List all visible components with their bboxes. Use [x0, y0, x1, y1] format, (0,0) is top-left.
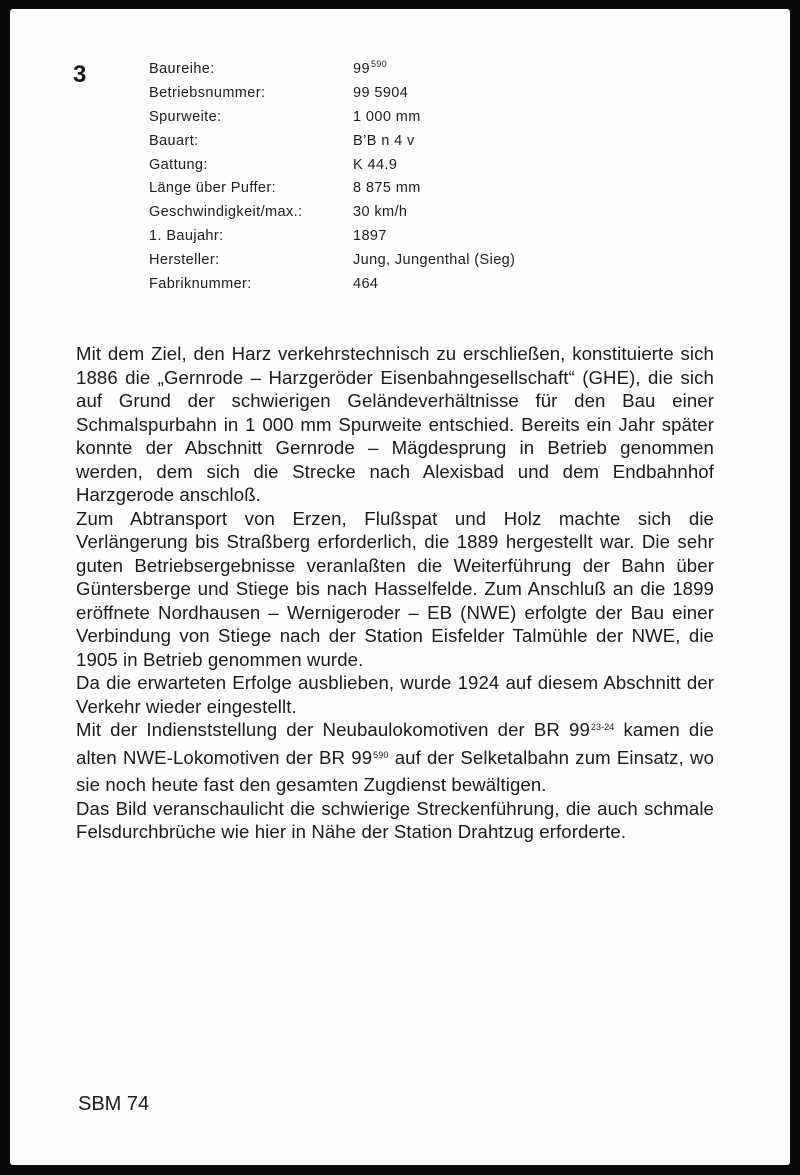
spec-row: [149, 248, 515, 272]
paragraph-text: kamen die alten NWE-Lokomotiven der BR 99: [76, 719, 714, 768]
spec-label: Hersteller:: [149, 252, 220, 269]
superscript-text: 590: [373, 749, 389, 760]
spec-value-text: K 44.9: [353, 156, 398, 173]
paragraph-text: Das Bild veranschaulicht die schwierige Streckenführung, die auch schmale Felsdurchbrüche wie hier in Nähe der Station Drahtzug erforderte.: [76, 797, 714, 842]
spec-value-text: 8 875 mm: [353, 180, 421, 197]
spec-value: [353, 81, 515, 105]
spec-label: Länge über Puffer:: [149, 180, 277, 197]
spec-value: [353, 176, 515, 200]
spec-label: Baureihe:: [149, 60, 215, 77]
paragraph-text: Zum Abtransport von Erzen, Flußspat und Holz machte sich die Verlängerung bis Straßberg erforderlich, die 1889 hergestellt war. Die sehr guten Betriebsergebnisse veranlaßten die Weiterführung der Bahn über Güntersberge und Stiege bis nach Hasselfelde. Zum Anschluß an die 1899 eröffnete Nordhausen – Wernigeroder – EB (NWE) erfolgte der Bau einer Verbindung von Stiege nach der Station Eisfelder Talmühle der NWE, die 1905 in Betrieb genommen wurde.: [76, 507, 714, 670]
spec-value: [353, 105, 515, 129]
spec-value-text: 1 000 mm: [353, 108, 421, 125]
spec-row: [149, 200, 515, 224]
spec-row: [149, 224, 515, 248]
spec-label: 1. Baujahr:: [149, 228, 224, 245]
spec-value-text: 464: [353, 275, 379, 292]
spec-value-text: Jung, Jungenthal (Sieg): [353, 252, 516, 269]
spec-label: Gattung:: [149, 156, 208, 173]
spec-value: [353, 129, 515, 153]
paragraph-text: Da die erwarteten Erfolge ausblieben, wurde 1924 auf diesem Abschnitt der Verkehr wieder eingestellt.: [76, 672, 714, 717]
spec-row: [149, 153, 515, 177]
spec-row: [149, 129, 515, 153]
paragraph-text: auf der Selketalbahn zum Einsatz, wo sie noch heute fast den gesamten Zugdienst bewältigen.: [76, 746, 715, 795]
spec-label: Fabriknummer:: [149, 275, 252, 292]
spec-value: [353, 272, 515, 296]
description-paragraph: [76, 797, 714, 844]
spec-label: Betriebsnummer:: [149, 84, 266, 101]
spec-value: [353, 153, 515, 177]
spec-value-superscript: 590: [370, 58, 388, 69]
spec-value-text: 99: [353, 60, 370, 77]
spec-value-text: 99 5904: [353, 84, 409, 101]
spec-row: [149, 105, 515, 129]
spec-row: [149, 176, 515, 200]
spec-label: Spurweite:: [149, 108, 222, 125]
spec-value-text: B’B n 4 v: [353, 132, 415, 149]
spec-value-text: 30 km/h: [353, 204, 408, 221]
postcard-back: [10, 9, 790, 1165]
spec-row: [149, 57, 515, 81]
specifications-table: [149, 57, 515, 296]
card-number: 3: [73, 61, 87, 88]
description-text: [76, 342, 714, 844]
spec-row: [149, 81, 515, 105]
description-paragraph: [76, 342, 714, 507]
series-code: SBM 74: [78, 1093, 150, 1115]
spec-label: Bauart:: [149, 132, 199, 149]
spec-value: [353, 200, 515, 224]
spec-label: Geschwindigkeit/max.:: [149, 204, 303, 221]
spec-value-text: 1897: [353, 228, 387, 245]
description-paragraph: [76, 507, 714, 672]
description-paragraph: [76, 718, 714, 797]
spec-value: [353, 224, 515, 248]
superscript-text: 23-24: [590, 722, 615, 732]
paragraph-text: Mit der Indienststellung der Neubaulokomotiven der BR 99: [76, 719, 590, 740]
spec-row: [149, 272, 515, 296]
description-paragraph: [76, 671, 714, 718]
paragraph-text: Mit dem Ziel, den Harz verkehrstechnisch zu erschließen, konstituierte sich 1886 die „Gernrode – Harzgeröder Eisenbahngesellschaft“ (GHE), die sich auf Grund der schwierigen Geländeverhältnisse für den Bau einer Schmalspurbahn in 1 000 mm Spurweite entschied. Bereits ein Jahr später konnte der Abschnitt Gernrode – Mägdesprung in Betrieb genommen werden, dem sich die Strecke nach Alexisbad und dem Endbahnhof Harzgerode anschloß.: [76, 343, 714, 505]
spec-value: [353, 248, 515, 272]
spec-value: [353, 57, 515, 81]
